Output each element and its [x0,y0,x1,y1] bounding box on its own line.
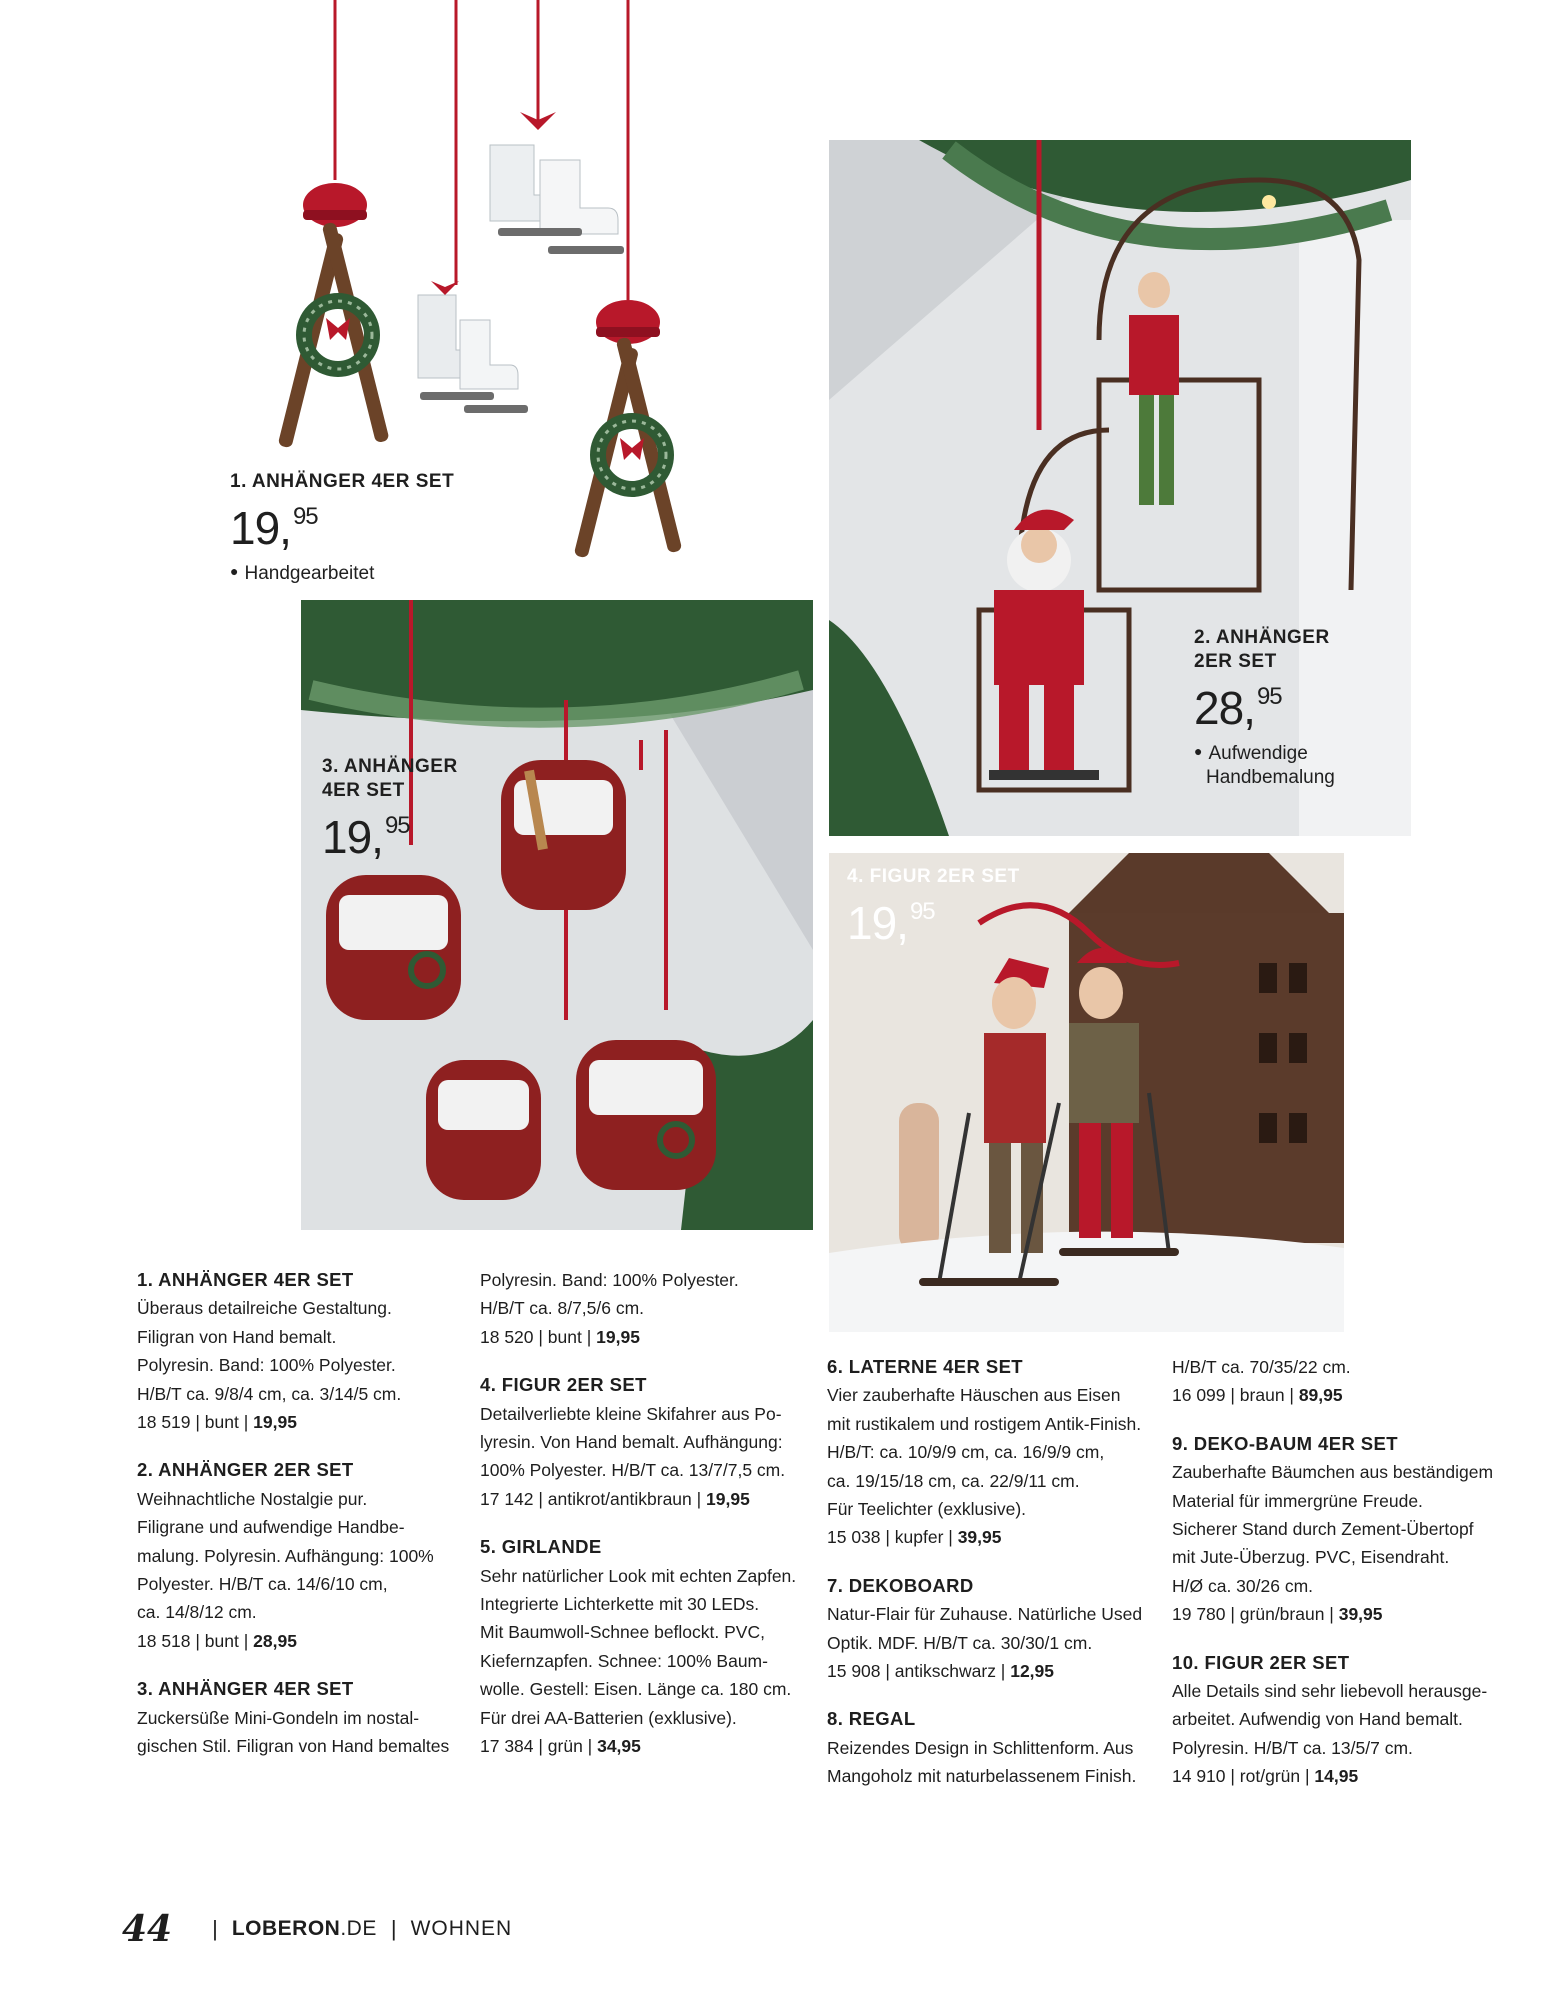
description-line: Filigran von Hand bemalt. [137,1326,337,1347]
description-line: lyresin. Von Hand bemalt. Aufhängung: [480,1432,783,1453]
description-line: Natur-Flair für Zuhause. Natürliche Used [827,1604,1143,1625]
product-heading: 10. FIGUR 2ER SET [1172,1651,1350,1673]
description-line: H/B/T ca. 8/7,5/6 cm. [480,1298,645,1319]
product-heading: 5. GIRLANDE [480,1536,602,1558]
feature-note [230,559,454,586]
text-column-1 [137,1266,472,1781]
price-tag-title-line-2: 2ER SET [1194,651,1277,672]
price-euros: 28, [1194,682,1255,734]
text-column-4 [1172,1353,1517,1811]
description-line: Zauberhafte Bäumchen aus beständigem [1172,1462,1494,1483]
article-number: 18 519 | bunt | [137,1412,254,1433]
price-value [322,803,458,863]
description-line: Für drei AA-Batterien (exklusive). [480,1707,737,1728]
text-column-3 [827,1353,1172,1811]
article-number: 15 908 | antikschwarz | [827,1661,1011,1682]
description-line: gischen Stil. Filigran von Hand bemaltes [137,1736,450,1757]
product-heading: 9. DEKO-BAUM 4ER SET [1172,1432,1398,1454]
article-number: 14 910 | rot/grün | [1172,1766,1315,1787]
product-description-8 [827,1705,1172,1790]
price-value [1194,674,1335,734]
product-description-3-continued [480,1266,815,1351]
price-tag-4 [847,865,1020,949]
description-line: Für Teelichter (exklusive). [827,1499,1027,1520]
product-description-2 [137,1456,472,1655]
product-description-9 [1172,1430,1517,1629]
article-number: 16 099 | braun | [1172,1385,1299,1406]
article-price-line [137,1408,472,1436]
price-cents: 95 [1256,683,1282,710]
price-tag-3 [322,755,458,863]
product-heading: 1. ANHÄNGER 4ER SET [137,1269,354,1290]
article-price-line [1172,1600,1517,1628]
description-line: Kiefernzapfen. Schnee: 100% Baum- [480,1650,768,1671]
photo-gondola-ornaments [301,600,813,1230]
description-line: Filigrane und aufwendige Handbe- [137,1517,405,1538]
text-column-2 [480,1266,815,1781]
price-cents: 95 [909,898,935,925]
footer-separator: | [212,1916,218,1941]
price-euros: 19, [322,811,383,863]
article-price: 39,95 [1338,1604,1383,1625]
article-number: 15 038 | kupfer | [827,1527,958,1548]
price-tag-title-line-1: 2. ANHÄNGER [1194,627,1330,648]
article-price: 19,95 [596,1326,640,1347]
article-price-line [1172,1762,1517,1790]
description-line: Zuckersüße Mini-Gondeln im nostal- [137,1707,420,1728]
price-tag-title: 1. ANHÄNGER 4ER SET [230,471,455,492]
description-line: Überaus detailreiche Gestaltung. [137,1298,392,1319]
description-line: Material für immergrüne Freude. [1172,1490,1423,1511]
price-value [230,494,454,554]
product-description-8-continued [1172,1353,1517,1410]
price-euros: 19, [230,502,291,554]
description-line: Mit Baumwoll-Schnee beflockt. PVC, [480,1622,765,1643]
brand-link[interactable] [232,1917,377,1941]
article-price: 28,95 [253,1630,297,1651]
product-description-1 [137,1266,472,1436]
description-line: Mangoholz mit naturbelassenem Finish. [827,1766,1137,1787]
price-tag-1 [230,470,454,586]
description-line: Sicherer Stand durch Zement-Übertopf [1172,1519,1474,1540]
product-description-6 [827,1353,1172,1552]
page-number: 44 [122,1908,173,1950]
article-price-line [827,1523,1172,1551]
description-line: Reizendes Design in Schlittenform. Aus [827,1737,1134,1758]
description-line: H/Ø ca. 30/26 cm. [1172,1575,1314,1596]
price-euros: 19, [847,897,908,949]
description-line: Polyresin. Band: 100% Polyester. [137,1355,396,1376]
product-description-4 [480,1371,815,1513]
description-line: Polyester. H/B/T ca. 14/6/10 cm, [137,1574,388,1595]
section-title: WOHNEN [410,1917,513,1940]
price-tag-2 [1194,626,1335,790]
article-price: 14,95 [1314,1766,1359,1787]
description-line: H/B/T: ca. 10/9/9 cm, ca. 16/9/9 cm, [827,1442,1105,1463]
article-price-line [827,1657,1172,1685]
description-line: Sehr natürlicher Look mit echten Zapfen. [480,1565,797,1586]
article-number: 19 780 | grün/braun | [1172,1604,1339,1625]
price-tag-title-line-2: 4ER SET [322,780,405,801]
product-heading: 8. REGAL [827,1708,916,1730]
article-price: 19,95 [253,1412,297,1433]
footer-separator: | [390,1916,397,1941]
feature-note [1194,739,1335,790]
description-line: 100% Polyester. H/B/T ca. 13/7/7,5 cm. [480,1460,786,1481]
article-price-line [1172,1381,1517,1409]
product-description-3 [137,1675,472,1760]
brand-domain: .DE [340,1917,377,1940]
product-heading: 3. ANHÄNGER 4ER SET [137,1678,354,1700]
article-number: 17 384 | grün | [480,1736,598,1757]
product-heading: 6. LATERNE 4ER SET [827,1356,1024,1377]
article-price: 89,95 [1298,1385,1343,1406]
brand-name: LOBERON [231,1917,341,1940]
feature-note-text-line-1: Aufwendige [1208,743,1308,764]
article-number: 18 520 | bunt | [480,1326,597,1347]
description-line: Weihnachtliche Nostalgie pur. [137,1488,368,1509]
description-line: wolle. Gestell: Eisen. Länge ca. 180 cm. [480,1679,792,1700]
description-line: Polyresin. Band: 100% Polyester. [480,1270,739,1290]
product-heading: 4. FIGUR 2ER SET [480,1374,647,1396]
description-line: mit rustikalem und rostigem Antik-Finish. [827,1413,1142,1434]
description-line: malung. Polyresin. Aufhängung: 100% [137,1545,434,1566]
article-price: 12,95 [1010,1661,1055,1682]
product-description-10 [1172,1649,1517,1791]
price-cents: 95 [384,812,410,839]
price-value [847,889,1020,949]
description-line: Integrierte Lichterkette mit 30 LEDs. [480,1594,760,1615]
article-price-line [137,1627,472,1655]
price-tag-title-line-1: 3. ANHÄNGER [322,756,458,777]
bullet-icon: ● [1194,743,1203,759]
description-line: ca. 14/8/12 cm. [137,1602,257,1623]
product-heading: 2. ANHÄNGER 2ER SET [137,1459,354,1481]
description-line: Polyresin. H/B/T ca. 13/5/7 cm. [1172,1737,1413,1758]
price-cents: 95 [292,503,318,530]
page-footer [122,1907,512,1951]
feature-note-text-line-2: Handbemalung [1206,767,1335,788]
description-line: Optik. MDF. H/B/T ca. 30/30/1 cm. [827,1632,1093,1653]
article-number: 18 518 | bunt | [137,1630,254,1651]
description-line: ca. 19/15/18 cm, ca. 22/9/11 cm. [827,1470,1080,1491]
product-description-7 [827,1572,1172,1686]
feature-note-text: Handgearbeitet [244,563,375,584]
article-price: 39,95 [957,1527,1002,1548]
article-price-line [480,1485,815,1513]
bullet-icon: ● [230,563,239,579]
description-line: arbeitet. Aufwendig von Hand bemalt. [1172,1709,1463,1730]
description-line: H/B/T ca. 9/8/4 cm, ca. 3/14/5 cm. [137,1383,402,1404]
product-description-5 [480,1533,815,1760]
product-heading: 7. DEKOBOARD [827,1574,974,1596]
article-price-line [480,1732,815,1760]
article-price-line [480,1323,815,1351]
article-price: 34,95 [597,1736,641,1757]
description-line: Vier zauberhafte Häuschen aus Eisen [827,1385,1121,1406]
description-line: H/B/T ca. 70/35/22 cm. [1172,1357,1351,1377]
description-line: mit Jute-Überzug. PVC, Eisendraht. [1172,1547,1450,1568]
price-tag-title: 4. FIGUR 2ER SET [847,866,1020,887]
article-price: 19,95 [706,1488,750,1509]
description-line: Detailverliebte kleine Skifahrer aus Po- [480,1403,782,1424]
article-number: 17 142 | antikrot/antikbraun | [480,1488,707,1509]
description-line: Alle Details sind sehr liebevoll herausge- [1172,1681,1488,1702]
